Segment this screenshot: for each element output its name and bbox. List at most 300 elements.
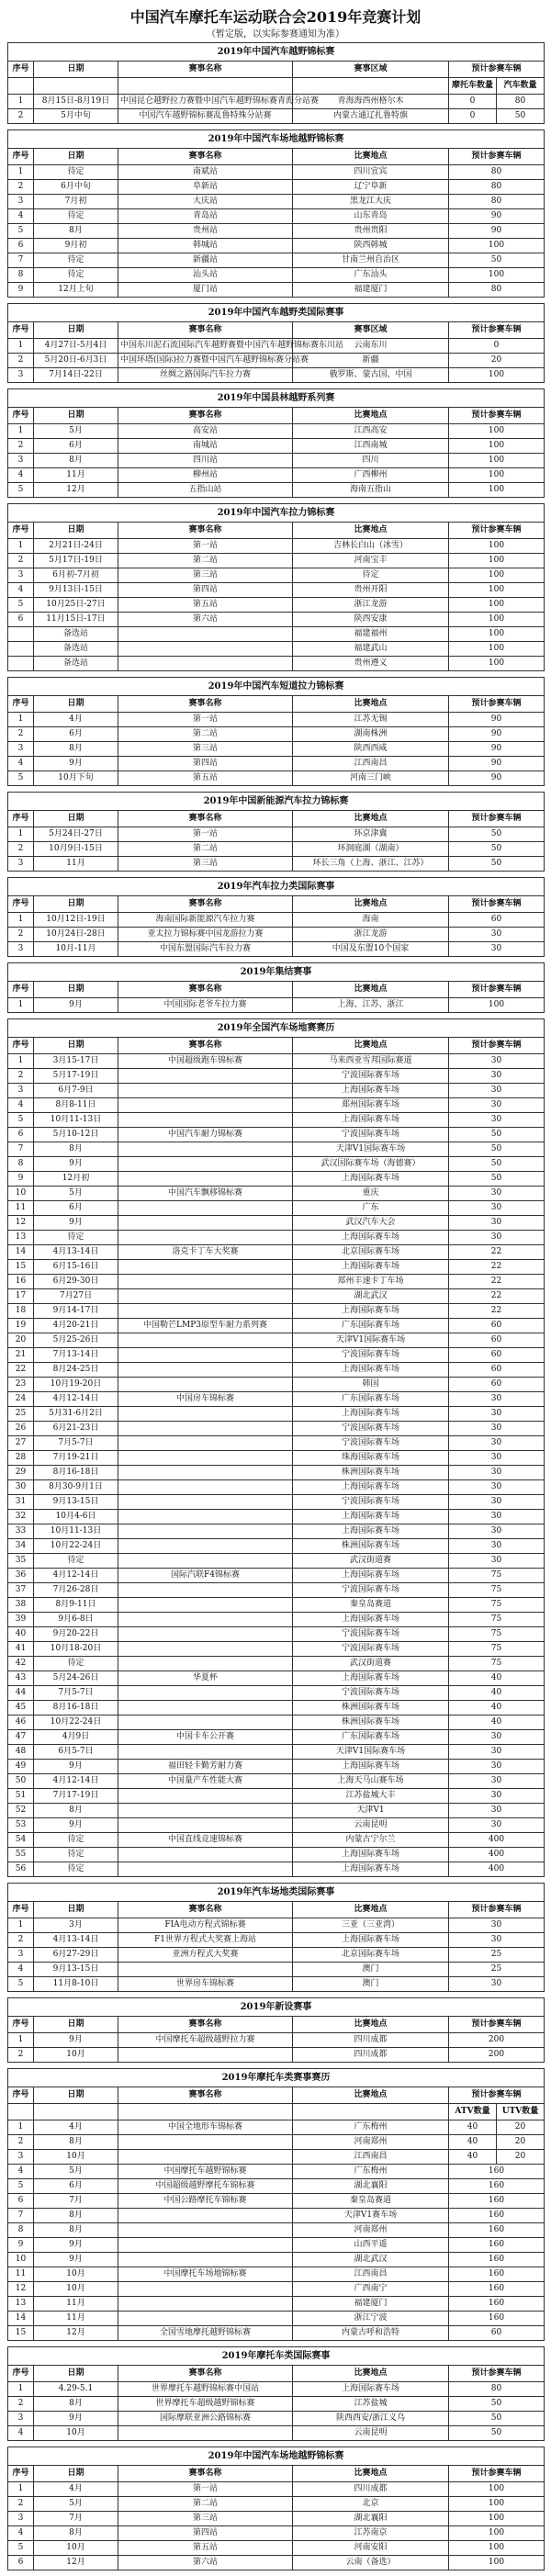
subheader-row (8, 78, 545, 95)
table-cell: 第二站 (118, 727, 293, 742)
table-cell (8, 657, 34, 671)
table-cell: 广东梅州 (293, 2165, 449, 2179)
table-cell: 汕头站 (118, 268, 293, 283)
table-cell: 100 (449, 2482, 545, 2497)
table-cell: 澳门 (293, 1963, 449, 1977)
table-cell: 第四站 (118, 583, 293, 598)
table-cell (118, 1378, 293, 1392)
table-cell: 40 (449, 2120, 497, 2135)
table-cell: 1 (8, 1918, 34, 1933)
table-cell: 24 (8, 1392, 34, 1407)
column-header: 赛事名称 (118, 696, 293, 713)
table-cell: 5 (8, 224, 34, 239)
table-cell: 宁波国际赛车场 (293, 1627, 449, 1642)
table-cell: 4 (8, 1098, 34, 1113)
header-row (8, 1038, 545, 1054)
table-cell: 12 (8, 1216, 34, 1231)
table-row (8, 1216, 545, 1231)
table-cell: 80 (497, 95, 545, 109)
table-cell: 8月 (34, 2135, 118, 2150)
table-cell: 8月 (34, 742, 118, 757)
table-cell: 10月12日-19日 (34, 913, 118, 928)
table-cell: 30 (449, 1054, 545, 1069)
table-cell: 中国勒芒LMP3原型车耐力系列赛 (118, 1319, 293, 1333)
table-cell: 2 (8, 2048, 34, 2063)
table-cell: 10月24日-28日 (34, 928, 118, 942)
table-cell (8, 627, 34, 642)
table-cell: 山西平遥 (293, 2238, 449, 2253)
column-header: 序号 (8, 811, 34, 827)
table-cell: 4.29-5.1 (34, 2382, 118, 2397)
empty-subheader (118, 78, 293, 95)
table-cell: 洛克卡丁车大奖赛 (118, 1245, 293, 1260)
table-cell: 60 (449, 2326, 545, 2341)
column-header: 预计参赛车辆 (449, 2366, 545, 2382)
table-cell: 秦皇岛赛道 (293, 2194, 449, 2209)
column-header: 日期 (34, 896, 118, 913)
table-cell: 10月 (34, 2267, 118, 2282)
table-cell: 8月 (34, 454, 118, 468)
table-cell: 16 (8, 1275, 34, 1289)
table-cell: 11 (8, 2267, 34, 2282)
table-cell: 30 (449, 1466, 545, 1480)
column-header: 序号 (8, 62, 34, 78)
table-cell: 天津V1 (293, 1804, 449, 1818)
table-row (8, 2426, 545, 2441)
table-cell: 3月15-17日 (34, 1054, 118, 1069)
table-row (8, 771, 545, 786)
table-cell: 10月22-24日 (34, 1715, 118, 1730)
table-cell: 6月29-30日 (34, 1275, 118, 1289)
table-row (8, 1554, 545, 1569)
table-cell: 50 (449, 1157, 545, 1172)
table-cell: 待定 (34, 1833, 118, 1848)
table-cell (118, 1436, 293, 1451)
header-row (8, 896, 545, 913)
column-header: 预计参赛车辆 (449, 811, 545, 827)
section-title-row (8, 1998, 545, 2017)
table-cell: 1 (8, 713, 34, 727)
table-cell: 四川成都 (293, 2033, 449, 2048)
table-cell: 8月 (34, 2209, 118, 2223)
table-row (8, 1245, 545, 1260)
table-row (8, 1598, 545, 1613)
table-cell (118, 1848, 293, 1862)
table-cell: 福建厦门 (293, 283, 449, 298)
table-cell: 4月13-14日 (34, 1933, 118, 1948)
table-cell: 江西南昌 (293, 757, 449, 771)
table-cell: 33 (8, 1524, 34, 1539)
section-title-row (8, 793, 545, 811)
table-cell: 1 (8, 2120, 34, 2135)
table-cell: 21 (8, 1348, 34, 1363)
table-cell: 宁波国际赛车场 (293, 1642, 449, 1657)
table-row (8, 1201, 545, 1216)
table-cell: 400 (449, 1862, 545, 1877)
column-header: 日期 (34, 149, 118, 165)
column-header: 比赛地点 (293, 696, 449, 713)
table-cell: 41 (8, 1642, 34, 1657)
table-cell: 待定 (34, 1554, 118, 1569)
table-cell: 5月24日-27日 (34, 827, 118, 842)
table-row (8, 1495, 545, 1510)
table-cell: 5月 (34, 424, 118, 439)
table-cell: 中国东川泥石流国际汽车越野赛暨中国汽车越野锦标赛东川站 (118, 339, 293, 354)
header-row (8, 62, 545, 78)
table-cell: 7月 (34, 2194, 118, 2209)
table-cell: 30 (449, 1539, 545, 1554)
table-row (8, 1363, 545, 1378)
table-cell: 50 (449, 857, 545, 872)
table-cell: 江西高安 (293, 424, 449, 439)
table-cell (118, 1963, 293, 1977)
table-cell: 2 (8, 928, 34, 942)
table-cell: 25 (449, 1948, 545, 1963)
table-cell: 50 (449, 2412, 545, 2426)
table-row (8, 568, 545, 583)
table-row (8, 2165, 545, 2179)
table-cell: 7月26-28日 (34, 1583, 118, 1598)
table-cell (118, 1554, 293, 1569)
table-cell: 四川 (293, 454, 449, 468)
table-cell (118, 1275, 293, 1289)
table-cell: 1 (8, 539, 34, 554)
table-cell: 30 (449, 1480, 545, 1495)
column-header: 比赛地点 (293, 523, 449, 539)
table-cell: 上海国际赛车场 (293, 1569, 449, 1583)
section-title: 2019年摩托车类国际赛事 (8, 2347, 545, 2366)
table-cell: 5月 (34, 1187, 118, 1201)
table-row (8, 2253, 545, 2267)
table-cell: 上海国际赛车场 (293, 2382, 449, 2397)
table-row (8, 180, 545, 195)
table-row (8, 1054, 545, 1069)
table-cell: 400 (449, 1833, 545, 1848)
table-row (8, 2282, 545, 2297)
table-row (8, 1231, 545, 1245)
table-row (8, 2150, 545, 2165)
table-cell: 80 (449, 165, 545, 180)
table-cell: 10 (8, 2253, 34, 2267)
column-header: 预计参赛车辆 (449, 62, 545, 78)
table-cell: 宁波国际赛车场 (293, 1422, 449, 1436)
table-cell: 第五站 (118, 2541, 293, 2556)
table-cell: 备选站 (34, 657, 118, 671)
table-cell: 宁波国际赛车场 (293, 1583, 449, 1598)
table-cell: 中国摩托车场地锦标赛 (118, 2267, 293, 2282)
section-title-row (8, 389, 545, 408)
table-cell (118, 1539, 293, 1554)
column-header: 序号 (8, 149, 34, 165)
table-cell (118, 1289, 293, 1304)
column-header: 日期 (34, 322, 118, 339)
table-cell: 9月 (34, 1157, 118, 1172)
table-row (8, 1642, 545, 1657)
table-cell: 待定 (34, 1848, 118, 1862)
table-cell: 3 (8, 2150, 34, 2165)
table-cell: 云南昆明 (293, 1818, 449, 1833)
schedule-table (7, 877, 545, 957)
page-subtitle: （暂定版，以实际参赛通知为准） (207, 29, 344, 39)
table-cell: 广东国际赛车场 (293, 1392, 449, 1407)
table-cell: 5月24-26日 (34, 1671, 118, 1686)
column-header: 预计参赛车辆 (449, 896, 545, 913)
table-cell: 60 (449, 1319, 545, 1333)
table-cell: 江西南昌 (293, 2150, 449, 2165)
table-cell: 50 (449, 842, 545, 857)
table-cell: 郑州丰速卡丁车场 (293, 1275, 449, 1289)
table-row (8, 1333, 545, 1348)
table-cell: 第一站 (118, 2482, 293, 2497)
table-cell: 30 (449, 1436, 545, 1451)
table-cell: 9月 (34, 1818, 118, 1833)
table-cell: 5 (8, 483, 34, 498)
table-cell: 世界摩托车超级越野锦标赛 (118, 2397, 293, 2412)
table-cell: 75 (449, 1642, 545, 1657)
table-cell: 30 (449, 1098, 545, 1113)
table-row (8, 1701, 545, 1715)
column-header: 预计参赛车辆 (449, 2017, 545, 2033)
table-cell (118, 1583, 293, 1598)
table-cell: 10月9日-15日 (34, 842, 118, 857)
table-cell: 9月13日-15日 (34, 583, 118, 598)
table-cell: 贵州遵义 (293, 657, 449, 671)
table-cell: 9月 (34, 998, 118, 1013)
table-row (8, 2135, 545, 2150)
table-cell: 42 (8, 1657, 34, 1671)
table-cell: 160 (449, 2194, 545, 2209)
table-cell (118, 1789, 293, 1804)
table-row (8, 1260, 545, 1275)
table-cell: 上海国际赛车场 (293, 1933, 449, 1948)
table-cell: 22 (449, 1275, 545, 1289)
column-header: 预计参赛车辆 (449, 1902, 545, 1918)
table-cell: 中国东盟国际汽车拉力赛 (118, 942, 293, 957)
table-cell: 3 (8, 942, 34, 957)
table-row (8, 1760, 545, 1774)
table-cell: 1 (8, 998, 34, 1013)
table-row (8, 598, 545, 613)
table-cell: 5月31-6月2日 (34, 1407, 118, 1422)
column-header: 序号 (8, 896, 34, 913)
table-cell: 100 (449, 642, 545, 657)
table-cell: 待定 (34, 268, 118, 283)
table-cell: 80 (449, 283, 545, 298)
table-cell: 上海国际赛车场 (293, 1084, 449, 1098)
table-cell: 30 (449, 1113, 545, 1128)
table-cell: 60 (449, 1333, 545, 1348)
table-cell (118, 1613, 293, 1627)
table-cell: 北京国际赛车场 (293, 1245, 449, 1260)
table-row (8, 1804, 545, 1818)
table-cell: 2 (8, 439, 34, 454)
table-cell: 8月8-11日 (34, 1098, 118, 1113)
column-header: 预计参赛车辆 (449, 1038, 545, 1054)
table-cell: 10 (8, 1187, 34, 1201)
table-row (8, 2179, 545, 2194)
column-header: 日期 (34, 1038, 118, 1054)
table-cell: 6 (8, 1128, 34, 1142)
table-cell: 第四站 (118, 757, 293, 771)
table-row (8, 268, 545, 283)
table-cell: 50 (449, 1128, 545, 1142)
table-cell: 2 (8, 109, 34, 124)
table-row (8, 583, 545, 598)
table-row (8, 1774, 545, 1789)
table-cell: 160 (449, 2282, 545, 2297)
table-cell: 54 (8, 1833, 34, 1848)
column-header: 比赛地点 (293, 149, 449, 165)
table-cell: 8月16-18日 (34, 1466, 118, 1480)
table-cell: 江苏南京 (293, 2526, 449, 2541)
table-cell: 新疆 (293, 354, 449, 368)
table-cell: 贵州站 (118, 224, 293, 239)
table-cell: 4月12-14日 (34, 1392, 118, 1407)
table-cell (118, 1333, 293, 1348)
column-header: 赛事名称 (118, 149, 293, 165)
table-cell: 22 (8, 1363, 34, 1378)
column-header: 序号 (8, 408, 34, 424)
table-cell: 26 (8, 1422, 34, 1436)
table-cell: 第一站 (118, 827, 293, 842)
table-cell: 30 (449, 1422, 545, 1436)
table-cell: 7月17-19日 (34, 1789, 118, 1804)
table-cell: 浙江宁波 (293, 2312, 449, 2326)
table-cell: 4月12-14日 (34, 1569, 118, 1583)
table-cell: 43 (8, 1671, 34, 1686)
column-header: 比赛地点 (293, 2017, 449, 2033)
section-title: 2019年中国汽车场地越野锦标赛 (8, 130, 545, 149)
table-row (8, 1818, 545, 1833)
table-cell: 40 (449, 1715, 545, 1730)
table-cell: 100 (449, 468, 545, 483)
table-row (8, 1948, 545, 1963)
table-cell: 第六站 (118, 613, 293, 627)
table-cell: 江苏无锡 (293, 713, 449, 727)
table-row (8, 1466, 545, 1480)
table-cell: 6月 (34, 439, 118, 454)
table-cell: 5月25-26日 (34, 1333, 118, 1348)
table-cell: 1 (8, 2382, 34, 2397)
table-cell: 株洲国际赛车场 (293, 1715, 449, 1730)
table-cell: 8月 (34, 2397, 118, 2412)
table-cell: 36 (8, 1569, 34, 1583)
schedule-table (7, 1883, 545, 1992)
column-header: 比赛地点 (293, 982, 449, 998)
table-cell: 天津V1国际赛车场 (293, 1142, 449, 1157)
table-row (8, 468, 545, 483)
table-cell: 8 (8, 268, 34, 283)
table-cell: 13 (8, 1231, 34, 1245)
table-cell: 6 (8, 613, 34, 627)
table-row (8, 1392, 545, 1407)
table-row (8, 1319, 545, 1333)
table-cell: 75 (449, 1657, 545, 1671)
table-cell: 4月20-21日 (34, 1319, 118, 1333)
table-cell: 8月15日-8月19日 (34, 95, 118, 109)
table-cell: 100 (449, 2556, 545, 2570)
table-cell: 株洲国际赛车场 (293, 1466, 449, 1480)
schedule-table (7, 42, 545, 124)
table-cell: 100 (449, 613, 545, 627)
table-cell: 7月5-7日 (34, 1686, 118, 1701)
table-cell: 30 (449, 942, 545, 957)
table-cell: 4 (8, 2526, 34, 2541)
table-row (8, 2267, 545, 2282)
table-cell: 1 (8, 913, 34, 928)
table-cell (118, 1510, 293, 1524)
table-row (8, 1304, 545, 1319)
table-cell: 亚洲方程式大奖赛 (118, 1948, 293, 1963)
table-cell (118, 2426, 293, 2441)
table-row (8, 1539, 545, 1554)
column-header: 序号 (8, 982, 34, 998)
table-cell: 0 (449, 109, 497, 124)
column-header: 日期 (34, 811, 118, 827)
table-row (8, 2526, 545, 2541)
table-cell: 6月初-7月初 (34, 568, 118, 583)
table-cell: 3 (8, 857, 34, 872)
table-cell: 广东梅州 (293, 2120, 449, 2135)
table-cell: 世界摩托车越野锦标赛中国站 (118, 2382, 293, 2397)
table-cell: 宁波国际赛车场 (293, 1348, 449, 1363)
table-cell: 10月11-13日 (34, 1524, 118, 1539)
table-row (8, 109, 545, 124)
table-cell: 160 (449, 2297, 545, 2312)
table-cell: 19 (8, 1319, 34, 1333)
table-cell: 100 (449, 239, 545, 253)
table-cell: 河南安阳 (293, 2541, 449, 2556)
table-cell: 9月初 (34, 239, 118, 253)
table-cell: 9 (8, 283, 34, 298)
table-cell: 中国超级越野摩托车锦标赛 (118, 2179, 293, 2194)
table-row (8, 539, 545, 554)
table-cell: 7月13-14日 (34, 1348, 118, 1363)
table-cell (118, 1231, 293, 1245)
table-cell: 34 (8, 1539, 34, 1554)
table-cell: 50 (449, 2397, 545, 2412)
table-cell: 武汉国际赛车场（海德赛） (293, 1157, 449, 1172)
table-cell: 90 (449, 224, 545, 239)
empty-subheader (293, 78, 449, 95)
table-cell: 60 (449, 1378, 545, 1392)
table-cell: 9月13-15日 (34, 1963, 118, 1977)
table-cell: 11月8-10日 (34, 1977, 118, 1992)
table-cell: 山东青岛 (293, 209, 449, 224)
section-title-row (8, 2069, 545, 2087)
column-header: 赛事名称 (118, 2017, 293, 2033)
table-cell: 100 (449, 483, 545, 498)
table-cell: 青海海西州格尔木 (293, 95, 449, 109)
table-row (8, 439, 545, 454)
table-cell: 56 (8, 1862, 34, 1877)
table-cell: 10月 (34, 2426, 118, 2441)
table-cell (118, 1451, 293, 1466)
table-cell: 160 (449, 2209, 545, 2223)
table-row (8, 1480, 545, 1495)
table-cell: 天津V1赛车场 (293, 2209, 449, 2223)
table-cell: 3 (8, 1084, 34, 1098)
table-cell: 9月 (34, 1760, 118, 1774)
table-cell: 6月 (34, 1201, 118, 1216)
table-cell: 8月16-18日 (34, 1701, 118, 1715)
table-cell: 中国汽车越野锦标赛乱鲁特殊分站赛 (118, 109, 293, 124)
table-cell: 60 (449, 913, 545, 928)
table-cell: 马来西亚雪邦国际赛道 (293, 1054, 449, 1069)
table-cell: 河南宝丰 (293, 554, 449, 568)
table-cell: 上海国际赛车场 (293, 1231, 449, 1245)
table-cell: 90 (449, 209, 545, 224)
